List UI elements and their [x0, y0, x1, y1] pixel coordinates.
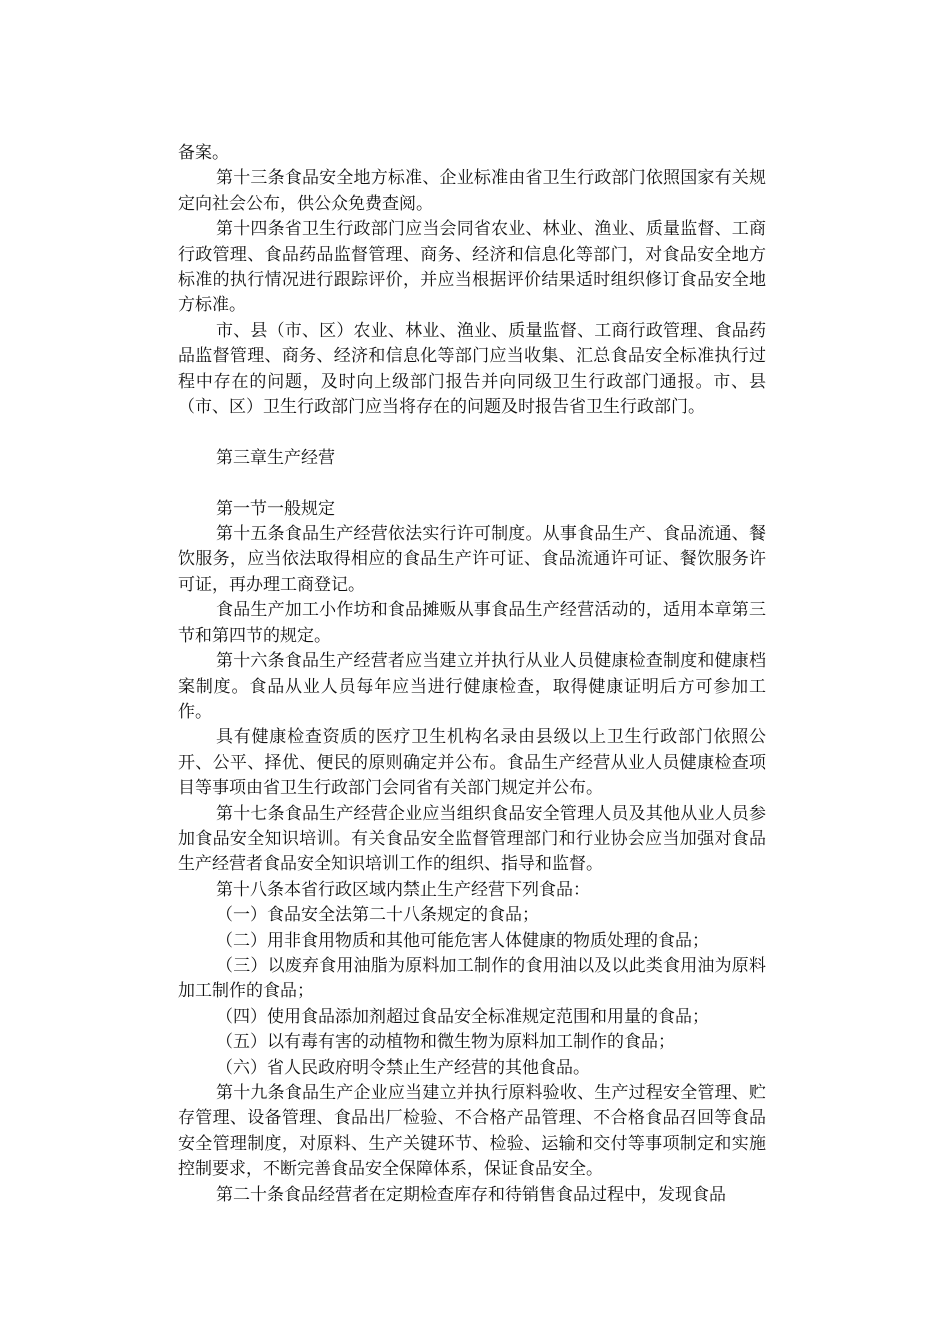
list-item: （二）用非食用物质和其他可能危害人体健康的物质处理的食品；	[216, 930, 709, 951]
article-13: 第十三条食品安全地方标准、企业标准由省卫生行政部门依照国家有关规定向社会公布，供公众免费查阅。	[178, 168, 766, 214]
article-15: 第十五条食品生产经营依法实行许可制度。从事食品生产、食品流通、餐饮服务，应当依法取得相应的食品生产许可证、食品流通许可证、餐饮服务许可证，再办理工商登记。	[178, 524, 766, 595]
paragraph: 备案。	[178, 143, 229, 163]
article-17: 第十七条食品生产经营企业应当组织食品安全管理人员及其他从业人员参加食品安全知识培训。有关食品安全监督管理部门和行业协会应当加强对食品生产经营者食品安全知识培训工作的组织、指导和监督。	[178, 803, 766, 875]
section-heading: 第一节一般规定	[216, 498, 335, 519]
list-item: （五）以有毒有害的动植物和微生物为原料加工制作的食品；	[216, 1032, 675, 1053]
list-item: （三）以废弃食用油脂为原料加工制作的食用油以及以此类食用油为原料加工制作的食品；	[178, 955, 766, 1002]
list-item: （四）使用食品添加剂超过食品安全标准规定范围和用量的食品；	[216, 1006, 709, 1027]
article-20: 第二十条食品经营者在定期检查库存和待销售食品过程中，发现食品	[216, 1184, 726, 1205]
paragraph: 市、县（市、区）农业、林业、渔业、质量监督、工商行政管理、食品药品监督管理、商务、经济和信息化等部门应当收集、汇总食品安全标准执行过程中存在的问题，及时向上级部门报告并向同级卫生行政部门通报。市、县（市、区）卫生行政部门应当将存在的问题及时报告省卫生行政部门。	[178, 320, 766, 418]
article-16: 第十六条食品生产经营者应当建立并执行从业人员健康检查制度和健康档案制度。食品从业人员每年应当进行健康检查，取得健康证明后方可参加工作。	[178, 651, 766, 722]
paragraph: 具有健康检查资质的医疗卫生机构名录由县级以上卫生行政部门依照公开、公平、择优、便民的原则确定并公布。食品生产经营从业人员健康检查项目等事项由省卫生行政部门会同省有关部门规定并公布。	[178, 727, 766, 799]
chapter-heading: 第三章生产经营	[216, 447, 335, 468]
list-item: （六）省人民政府明令禁止生产经营的其他食品。	[216, 1057, 590, 1078]
article-18: 第十八条本省行政区域内禁止生产经营下列食品：	[216, 879, 590, 900]
article-19: 第十九条食品生产企业应当建立并执行原料验收、生产过程安全管理、贮存管理、设备管理、食品出厂检验、不合格产品管理、不合格食品召回等食品安全管理制度，对原料、生产关键环节、检验、运输和交付等事项制定和实施控制要求，不断完善食品安全保障体系，保证食品安全。	[178, 1083, 766, 1180]
list-item: （一）食品安全法第二十八条规定的食品；	[216, 905, 539, 926]
article-14: 第十四条省卫生行政部门应当会同省农业、林业、渔业、质量监督、工商行政管理、食品药品监督管理、商务、经济和信息化等部门，对食品安全地方标准的执行情况进行跟踪评价，并应当根据评价结果适时组织修订食品安全地方标准。	[178, 219, 766, 316]
document-page	[178, 141, 766, 1208]
paragraph: 食品生产加工小作坊和食品摊贩从事食品生产经营活动的，适用本章第三节和第四节的规定。	[178, 600, 766, 646]
